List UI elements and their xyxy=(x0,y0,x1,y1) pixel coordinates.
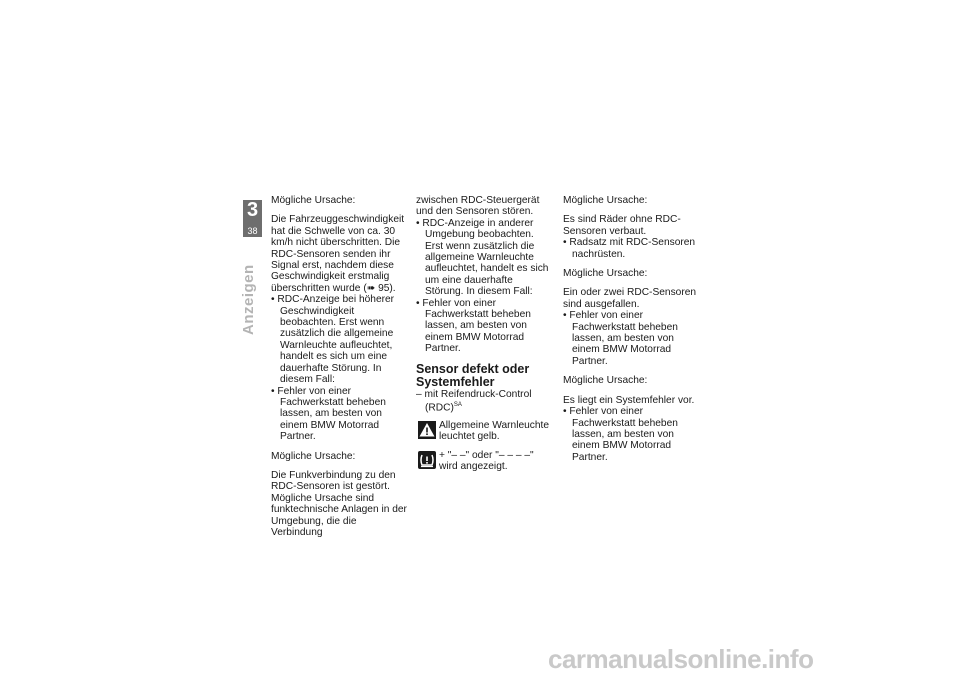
list-item: • Radsatz mit RDC-Sensoren nachrüsten. xyxy=(563,237,699,260)
warning-light-row xyxy=(416,420,552,444)
list-item: • RDC-Anzeige in anderer Umgebung beobachten. Erst wenn zusätzlich die allgemeine Warnleuchte aufleuchtet, handelt es sich um eine dauerhafte Störung. In diesem Fall: xyxy=(416,218,552,298)
cause-title: Mögliche Ursache: xyxy=(563,375,648,387)
tire-display-text: + "– –" oder "– – – –" wird angezeigt. xyxy=(439,449,534,473)
cause-text: Die Funkverbindung zu den RDC-Sensoren ist gestört. Mögliche Ursache sind funktechnische Anlagen in der Umgebung, die die Verbindung xyxy=(271,469,407,538)
warning-triangle-icon xyxy=(418,421,436,439)
column-3 xyxy=(563,195,699,463)
cause-text: Ein oder zwei RDC-Sensoren sind ausgefallen. xyxy=(563,287,697,310)
list-item: • Fehler von einer Fachwerkstatt beheben lassen, am besten von einem BMW Motorrad Partner. xyxy=(563,406,699,463)
list-item: • Fehler von einer Fachwerkstatt beheben lassen, am besten von einem BMW Motorrad Partner. xyxy=(563,310,699,367)
list-item: • Fehler von einer Fachwerkstatt beheben lassen, am besten von einem BMW Motorrad Partner. xyxy=(416,298,552,355)
watermark: carmanualsonline.info xyxy=(548,644,814,674)
column-2 xyxy=(416,195,552,474)
list-item: • Fehler von einer Fachwerkstatt beheben lassen, am besten von einem BMW Motorrad Partner. xyxy=(271,386,407,443)
chapter-number: 3 xyxy=(246,199,259,221)
section-heading: Sensor defekt oder Systemfehler xyxy=(416,361,530,389)
cause-text: Die Fahrzeuggeschwindigkeit hat die Schwelle von ca. 30 km/h nicht überschritten. Die RDC-Sensoren senden ihr Signal erst, nachdem diese Geschwindigkeit erstmalig überschritten wurde (➠ 95). xyxy=(271,214,405,294)
cause-title: Mögliche Ursache: xyxy=(271,195,356,206)
equipment-note: – mit Reifendruck-Control (RDC)$^{SA}$ xyxy=(416,389,552,414)
warning-light-text: Allgemeine Warnleuchte leuchtet gelb. xyxy=(439,419,550,443)
page-reference-link[interactable]: (➠ 95). xyxy=(363,282,396,294)
section-side-label: Anzeigen xyxy=(240,264,257,335)
continued-text: zwischen RDC-Steuergerät und den Sensoren stören. xyxy=(416,195,540,218)
tire-pressure-row xyxy=(416,450,552,474)
cause-title: Mögliche Ursache: xyxy=(563,195,648,206)
cause-text: Es sind Räder ohne RDC-Sensoren verbaut. xyxy=(563,214,681,237)
list-item: • RDC-Anzeige bei höherer Geschwindigkeit beobachten. Erst wenn zusätzlich die allgemeine Warnleuchte aufleuchtet, handelt es sich um eine dauerhafte Störung. In diesem Fall: xyxy=(271,294,407,385)
page-number: 38 xyxy=(247,226,258,236)
cause-title: Mögliche Ursache: xyxy=(563,268,648,280)
cause-text: Es liegt ein Systemfehler vor. xyxy=(563,394,695,406)
tire-pressure-icon xyxy=(418,451,436,469)
column-1 xyxy=(271,195,407,538)
cause-title: Mögliche Ursache: xyxy=(271,450,356,462)
